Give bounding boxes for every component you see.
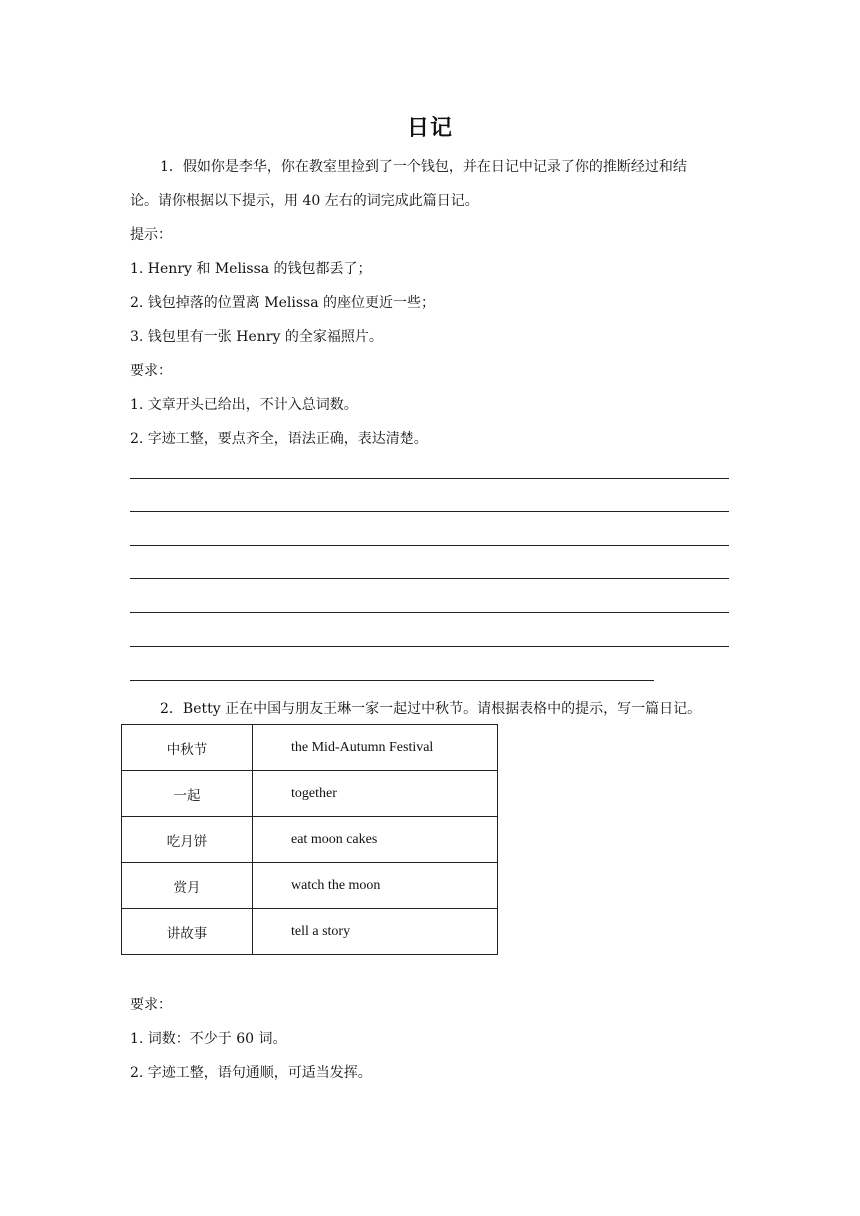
answer-line[interactable] bbox=[130, 478, 729, 479]
table-cell-chinese: 赏月 bbox=[122, 863, 253, 909]
table-cell-chinese: 中秋节 bbox=[122, 725, 253, 771]
q1-prompt-line1: 1．假如你是李华，你在教室里捡到了一个钱包，并在日记中记录了你的推断经过和结 bbox=[160, 159, 687, 175]
table-cell-english: tell a story bbox=[253, 909, 498, 955]
answer-line[interactable] bbox=[130, 511, 729, 512]
q1-hint-3: 3. 钱包里有一张 Henry 的全家福照片。 bbox=[130, 329, 383, 345]
page-title: 日记 bbox=[406, 116, 453, 141]
table-row bbox=[122, 817, 498, 863]
table-cell-english: together bbox=[253, 771, 498, 817]
q2-requirement-2: 2. 字迹工整，语句通顺，可适当发挥。 bbox=[130, 1065, 372, 1081]
q1-requirement-heading: 要求： bbox=[130, 363, 172, 379]
q1-requirement-1: 1. 文章开头已给出，不计入总词数。 bbox=[130, 397, 358, 413]
answer-line[interactable] bbox=[130, 680, 654, 681]
table-cell-english: watch the moon bbox=[253, 863, 498, 909]
table-cell-chinese: 讲故事 bbox=[122, 909, 253, 955]
table-cell-english: the Mid-Autumn Festival bbox=[253, 725, 498, 771]
table-row bbox=[122, 909, 498, 955]
q1-requirement-2: 2. 字迹工整，要点齐全，语法正确，表达清楚。 bbox=[130, 431, 428, 447]
q2-requirement-1: 1. 词数：不少于 60 词。 bbox=[130, 1031, 287, 1047]
answer-line[interactable] bbox=[130, 612, 729, 613]
table-cell-chinese: 一起 bbox=[122, 771, 253, 817]
q1-hint-2: 2. 钱包掉落的位置离 Melissa 的座位更近一些； bbox=[130, 295, 435, 311]
q2-hint-table bbox=[121, 724, 498, 955]
q2-requirement-heading: 要求： bbox=[130, 997, 172, 1013]
q2-prompt: 2．Betty 正在中国与朋友王琳一家一起过中秋节。请根据表格中的提示，写一篇日记。 bbox=[160, 701, 702, 717]
table-row bbox=[122, 725, 498, 771]
table-row bbox=[122, 771, 498, 817]
table-cell-english: eat moon cakes bbox=[253, 817, 498, 863]
answer-line[interactable] bbox=[130, 578, 729, 579]
q1-hint-heading: 提示： bbox=[130, 227, 172, 243]
answer-line[interactable] bbox=[130, 545, 729, 546]
q1-prompt-line2: 论。请你根据以下提示，用 40 左右的词完成此篇日记。 bbox=[130, 193, 479, 209]
q1-hint-1: 1. Henry 和 Melissa 的钱包都丢了； bbox=[130, 261, 372, 277]
table-cell-chinese: 吃月饼 bbox=[122, 817, 253, 863]
answer-line[interactable] bbox=[130, 646, 729, 647]
table-row bbox=[122, 863, 498, 909]
